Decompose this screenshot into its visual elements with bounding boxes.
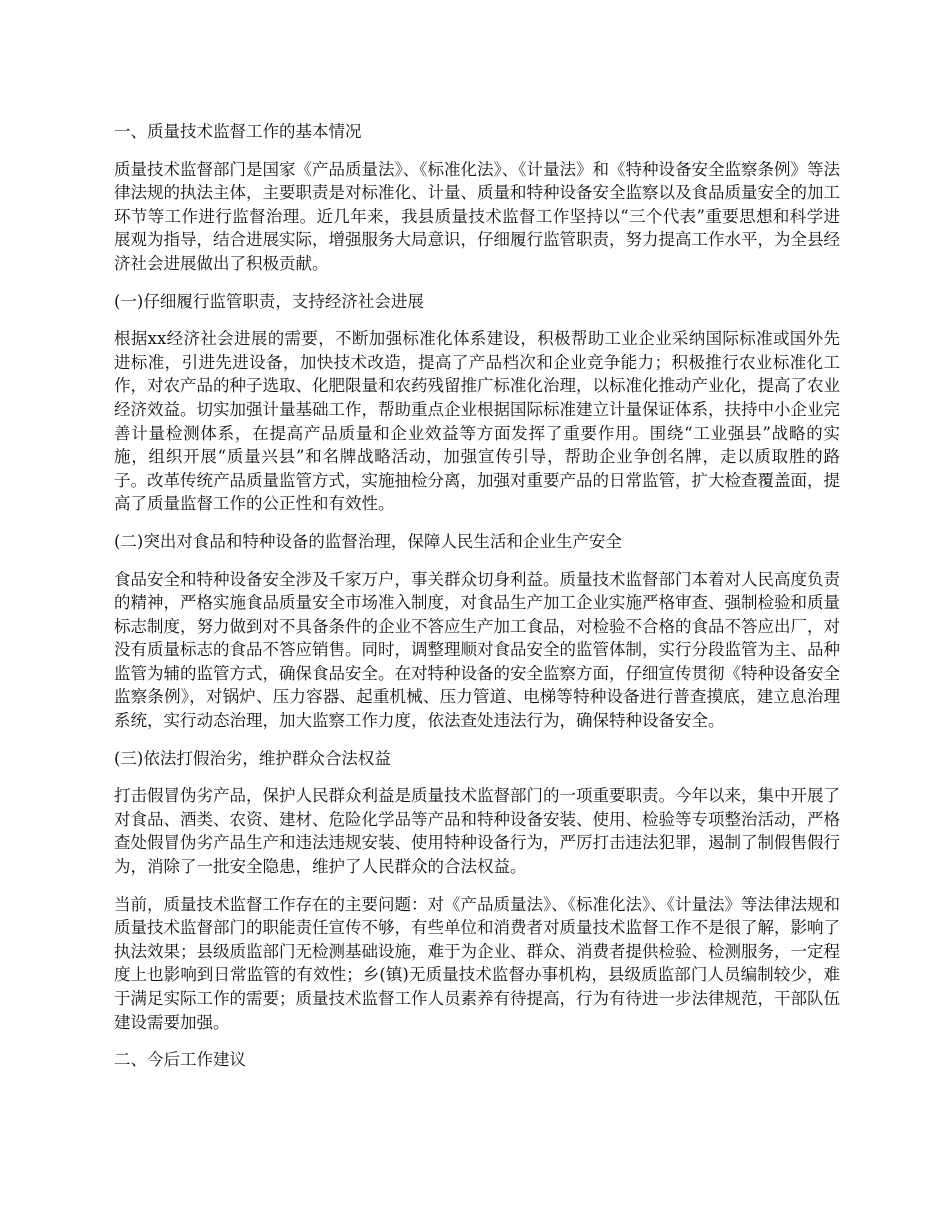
document-page (114, 120, 840, 1086)
intro-paragraph: 质量技术监督部门是国家《产品质量法》、《标准化法》、《计量法》和《特种设备安全监察条例》等法律法规的执法主体，主要职责是对标准化、计量、质量和特种设备安全监察以及食品质量安全的加工环节等工作进行监督治理。近几年来，我县质量技术监督工作坚持以“三个代表”重要思想和科学进展观为指导，结合进展实际，增强服务大局意识，仔细履行监管职责，努力提高工作水平，为全县经济社会进展做出了积极贡献。 (114, 159, 840, 273)
section1-heading: 一、质量技术监督工作的基本情况 (114, 122, 362, 141)
subsection2-paragraph: 食品安全和特种设备安全涉及千家万户，事关群众切身利益。质量技术监督部门本着对人民高度负责的精神，严格实施食品质量安全市场准入制度，对食品生产加工企业实施严格审查、强制检验和质量标志制度，努力做到对不具备条件的企业不答应生产加工食品，对检验不合格的食品不答应出厂，对没有质量标志的食品不答应销售。同时，调整理顺对食品安全的监管体制，实行分段监管为主、品种监管为辅的监管方式，确保食品安全。在对特种设备的安全监察方面，仔细宣传贯彻《特种设备安全监察条例》，对锅炉、压力容器、起重机械、压力管道、电梯等特种设备进行普查摸底，建立息治理系统，实行动态治理，加大监察工作力度，依法查处违法行为，确保特种设备安全。 (114, 569, 840, 731)
subsection1-heading: (一)仔细履行监管职责，支持经济社会进展 (114, 291, 424, 311)
subsection1-paragraph: 根据xx经济社会进展的需要，不断加强标准化体系建设，积极帮助工业企业采纳国际标准或国外先进标准，引进先进设备，加快技术改造，提高了产品档次和企业竞争能力；积极推行农业标准化工作，对农产品的种子选取、化肥限量和农药残留推广标准化治理，以标准化推动产业化，提高了农业经济效益。切实加强计量基础工作，帮助重点企业根据国际标准建立计量保证体系，扶持中小企业完善计量检测体系，在提高产品质量和企业效益等方面发挥了重要作用。围绕“工业强县”战略的实施，组织开展“质量兴县”和名牌战略活动，加强宣传引导，帮助企业争创名牌，走以质取胜的路子。改革传统产品质量监管方式，实施抽检分离，加强对重要产品的日常监管，扩大检查覆盖面，提高了质量监督工作的公正性和有效性。 (114, 329, 840, 514)
subsection3-paragraph: 打击假冒伪劣产品，保护人民群众利益是质量技术监督部门的一项重要职责。今年以来，集中开展了对食品、酒类、农资、建材、危险化学品等产品和特种设备安装、使用、检验等专项整治活动，严格查处假冒伪劣产品生产和违法违规安装、使用特种设备行为，严厉打击违法犯罪，遏制了制假售假行为，消除了一批安全隐患，维护了人民群众的合法权益。 (114, 786, 840, 877)
subsection2-heading: (二)突出对食品和特种设备的监督治理，保障人民生活和企业生产安全 (114, 531, 622, 551)
subsection3-heading: (三)依法打假治劣，维护群众合法权益 (114, 748, 391, 768)
problems-paragraph: 当前，质量技术监督工作存在的主要问题：对《产品质量法》、《标准化法》、《计量法》等法律法规和质量技术监督部门的职能责任宣传不够，有些单位和消费者对质量技术监督工作不是很了解，影响了执法效果；县级质监部门无检测基础设施，难于为企业、群众、消费者提供检验、检测服务，一定程度上也影响到日常监管的有效性；乡(镇)无质量技术监督办事机构，县级质监部门人员编制较少，难于满足实际工作的需要；质量技术监督工作人员素养有待提高，行为有待进一步法律规范，干部队伍建设需要加强。 (114, 894, 840, 1032)
section2-heading: 二、今后工作建议 (114, 1050, 246, 1070)
